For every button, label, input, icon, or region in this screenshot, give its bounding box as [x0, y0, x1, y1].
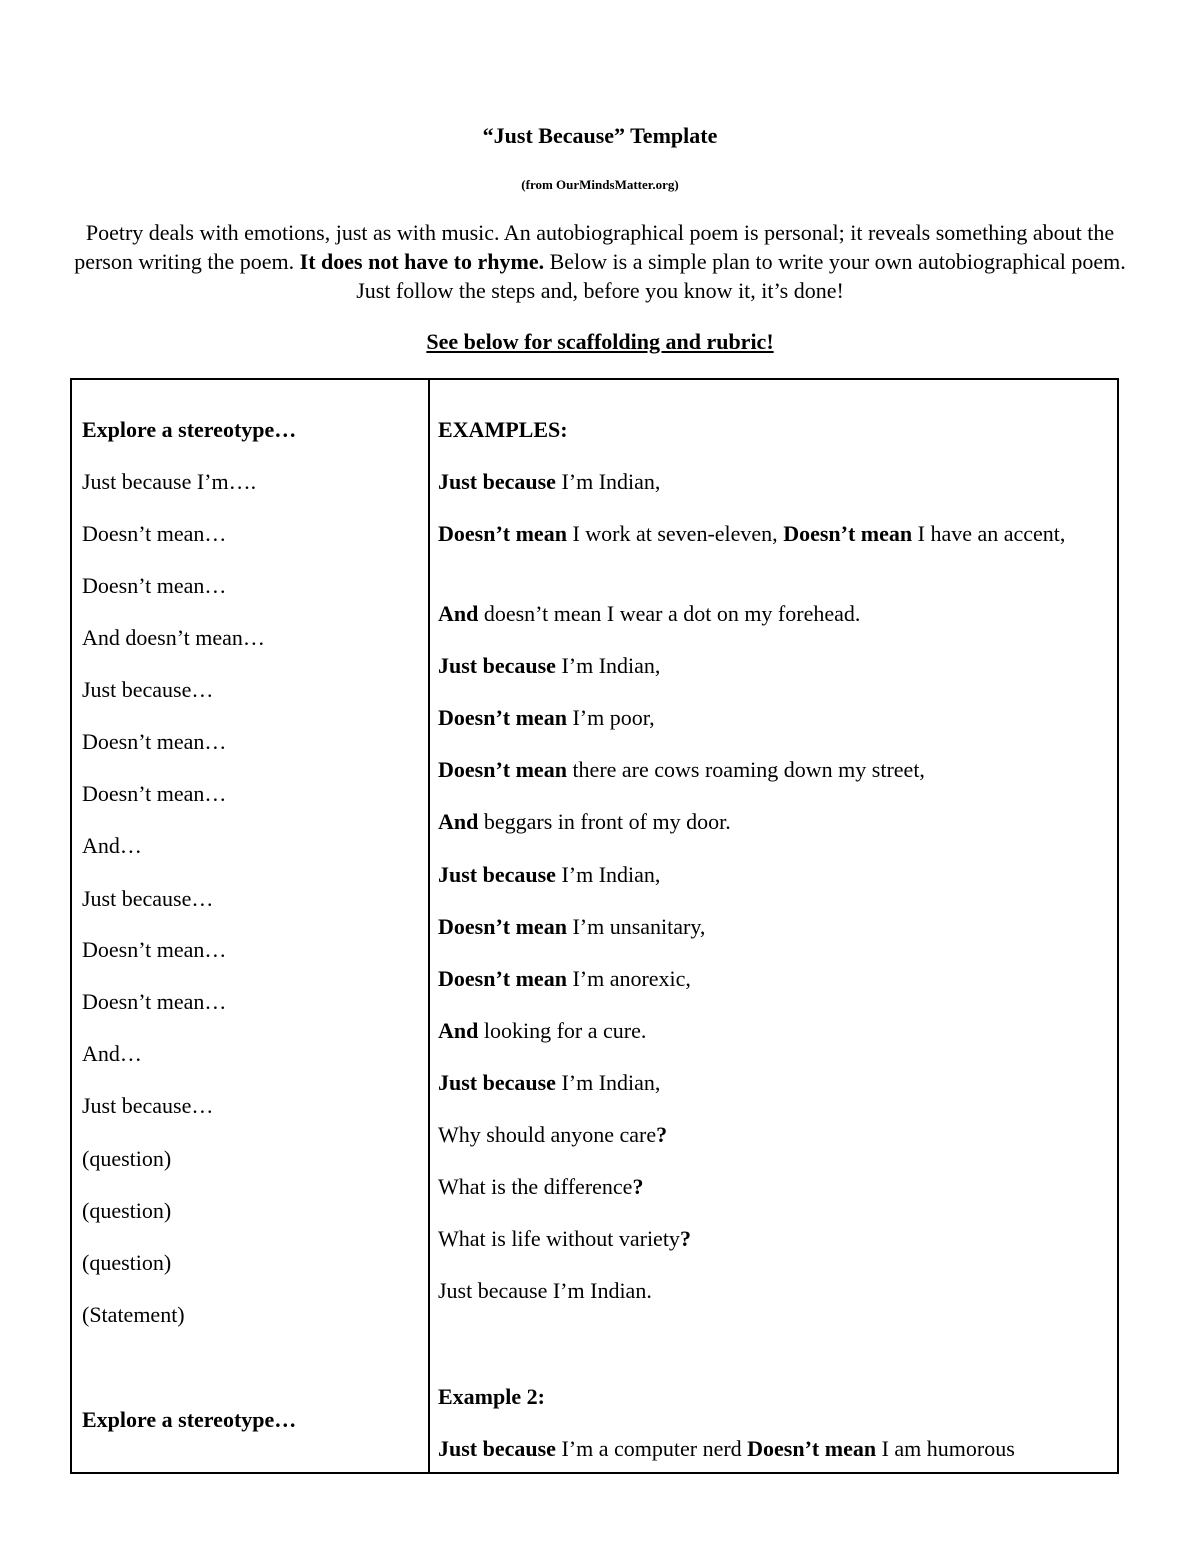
- template-line: Doesn’t mean…: [82, 573, 227, 598]
- intro-text-1: Poetry deals with emotions, just as with music. An autobiographical poem is personal; it reveals something about the person writing the poem.: [74, 220, 1115, 274]
- template-line: Just because I’m….: [82, 469, 257, 494]
- example-line: Just because I’m Indian,: [438, 862, 661, 887]
- example-line: And beggars in front of my door.: [438, 809, 731, 834]
- scaffold-note: See below for scaffolding and rubric!: [426, 329, 774, 354]
- template-line: And doesn’t mean…: [82, 625, 265, 650]
- template-line: Just because…: [82, 886, 214, 911]
- example-line: Doesn’t mean I’m poor,: [438, 705, 655, 730]
- template-line: (question): [82, 1146, 172, 1171]
- left-heading-2: Explore a stereotype…: [82, 1407, 297, 1432]
- template-line: Doesn’t mean…: [82, 781, 227, 806]
- template-line: Just because…: [82, 677, 214, 702]
- page-subtitle: (from OurMindsMatter.org): [521, 177, 679, 192]
- template-line: (question): [82, 1250, 172, 1275]
- template-line: Doesn’t mean…: [82, 521, 227, 546]
- example-line: Just because I’m Indian,: [438, 469, 661, 494]
- example-line: What is life without variety?: [438, 1226, 691, 1251]
- template-table: [70, 378, 1119, 1474]
- examples-heading: EXAMPLES:: [438, 417, 568, 442]
- example-2-line: Just because I’m a computer nerd Doesn’t mean I am humorous: [438, 1436, 1015, 1461]
- intro-text-2: Below is a simple plan to write your own autobiographical poem. Just follow the steps and, before you know it, it’s done!: [356, 249, 1126, 303]
- template-line: Doesn’t mean…: [82, 729, 227, 754]
- template-line: And…: [82, 1041, 142, 1066]
- page-title: “Just Because” Template: [482, 123, 718, 148]
- example-line: Why should anyone care?: [438, 1122, 668, 1147]
- template-line: Doesn’t mean…: [82, 989, 227, 1014]
- template-line: And…: [82, 833, 142, 858]
- example-line: Doesn’t mean I’m anorexic,: [438, 966, 691, 991]
- example-line: And looking for a cure.: [438, 1018, 647, 1043]
- example-line: And doesn’t mean I wear a dot on my forehead.: [438, 601, 861, 626]
- intro-bold-note: It does not have to rhyme.: [299, 249, 545, 274]
- example-line: Just because I’m Indian.: [438, 1278, 652, 1303]
- intro-paragraph: [70, 218, 1130, 305]
- example-line: Doesn’t mean there are cows roaming down my street,: [438, 757, 925, 782]
- template-line: Just because…: [82, 1093, 214, 1118]
- example-line: Doesn’t mean I’m unsanitary,: [438, 914, 706, 939]
- example-line: What is the difference?: [438, 1174, 644, 1199]
- template-line: (question): [82, 1198, 172, 1223]
- example-2-heading: Example 2:: [438, 1384, 545, 1409]
- left-heading: Explore a stereotype…: [82, 417, 297, 442]
- column-divider: [428, 380, 430, 1472]
- example-line: Just because I’m Indian,: [438, 1070, 661, 1095]
- template-line: Doesn’t mean…: [82, 937, 227, 962]
- example-line: Doesn’t mean I work at seven-eleven, Doesn’t mean I have an accent,: [438, 521, 1066, 546]
- example-line: Just because I’m Indian,: [438, 653, 661, 678]
- template-line: (Statement): [82, 1302, 185, 1327]
